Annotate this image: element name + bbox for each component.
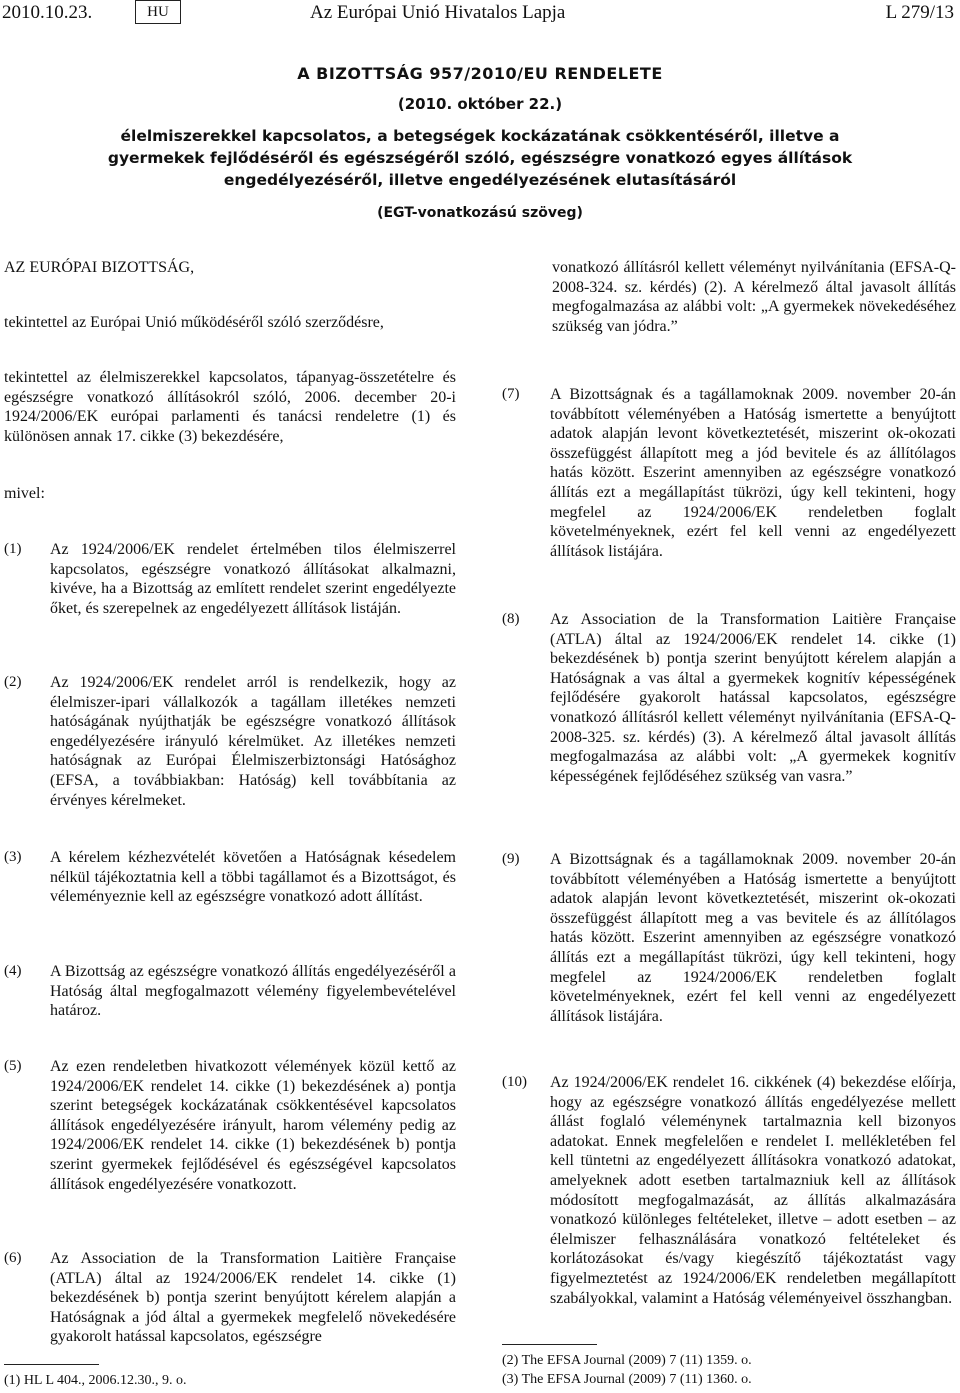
regulation-subject: élelmiszerekkel kapcsolatos, a betegségek kockázatának csökkentéséről, illetve a gyermekek fejlődéséről és egészségéről szóló, egészségre vonatkozó egyes állítások engedélyezéséről, illetve engedélyezésének elutasításáról <box>107 127 853 189</box>
recital-number: (2) <box>4 674 22 690</box>
recital-text: Az Association de la Transformation Laitière Française (ATLA) által az 1924/2006/EK rendelet 14. cikke (1) bekezdésének b) pontja szerint benyújtott kérelem alapján a Hatóságnak a vas által a gyermekek kognitív képességének fejlődésére gyakorolt hatással kapcsolatos, egészségre vonatkozó állításról kellett véleményt nyilvánítania (EFSA-Q-2008-325. sz. kérdés) (3). A kérelmező által javasolt állítás megfogalmazása az alábbi volt: „A gyermekek kognitív képességének fejlődéséhez szükség van vasra.” <box>550 611 956 785</box>
recital-2 <box>4 673 456 813</box>
footnote-1: (1) HL L 404., 2006.12.30., 9. o. <box>4 1373 187 1388</box>
recital-number: (8) <box>502 611 520 627</box>
continuation-text: vonatkozó állításról kellett véleményt nyilvánítania (EFSA-Q-2008-324. sz. kérdés) (2). A kérelmező által javasolt állítás megfogalmazása az alábbi volt: „A gyermekek növekedéséhez szükség van jódra.” <box>552 259 956 335</box>
recital-text: Az ezen rendeletben hivatkozott vélemények közül kettő az 1924/2006/EK rendelet 14. cikke (1) bekezdésének a) pontja szerint betegségek kockázatának csökkentésével kapcsolatos állítások engedélyezésére irányult, harom vélemény pedig az 1924/2006/EK rendelet 14. cikke (1) bekezdésének b) pontja szerint gyermekek fejlődésével és egészségével kapcsolatos állítások engedélyezésére vonatkozott. <box>50 1058 456 1193</box>
recital-1 <box>4 540 456 640</box>
regulation-citation: tekintettel az élelmiszerekkel kapcsolatos, tápanyag-összetételre és egészségre vonatkozó állításokról szóló, 2006. december 20-i 1924/2006/EK európai parlamenti és tanácsi rendeletre (1) és különösen annak 17. cikke (3) bekezdésére, <box>4 369 456 445</box>
recital-text: A Bizottság az egészségre vonatkozó állítás engedélyezéséről a Hatóság által megfogalmazott vélemény figyelembevételével határoz. <box>50 963 456 1020</box>
recital-text: A Bizottságnak és a tagállamoknak 2009. november 20-án továbbított véleményében a Hatóság ismertette a benyújtott adatok alapján levont következtetését, miszerint ok-okozati összefüggést állapított meg a jód bevitele és az állítólagos hatás között. Eszerint amennyiben az egészségre vonatkozó állítás ezt a megállapítást tükrözi, úgy kell tekinteni, hogy megfelel az 1924/2006/EK rendeletben foglalt követelményeknek, ezért fel kell venni az engedélyezett állítások listájára. <box>550 386 956 560</box>
recital-number: (7) <box>502 386 520 402</box>
recital-6 <box>4 1249 456 1349</box>
recital-5 <box>4 1057 456 1217</box>
footnote-2: (2) The EFSA Journal (2009) 7 (11) 1359. o. <box>502 1353 752 1368</box>
footnote-3: (3) The EFSA Journal (2009) 7 (11) 1360. o. <box>502 1372 752 1387</box>
recital-9 <box>502 850 956 1030</box>
recital-text: Az Association de la Transformation Laitière Française (ATLA) által az 1924/2006/EK rendelet 14. cikke (1) bekezdésének b) pontja szerint benyújtott kérelem alapján a Hatóságnak a jód által a gyermekek megfelelő növekedésére gyakorolt hatással kapcsolatos, egészségre <box>50 1250 456 1346</box>
recital-4 <box>4 962 456 1022</box>
recital-3 <box>4 848 456 928</box>
recital-text: Az 1924/2006/EK rendelet 16. cikkének (4) bekezdése előírja, hogy az egészségre vonatkozó állítás engedélyezése mellett állást foglaló véleménynek tartalmaznia kell bizonyos adatokat. Ennek megfelelően e rendelet I. mellékletében fel kell tüntetni az engedélyezett állításokra vonatkozó adatokat, amelyeknek adott esetben tartalmazniuk kell az állítások módosított megfogalmazását, az állítás alkalmazására vonatkozó különleges feltételeket, illetve – adott esetben – az élelmiszer felhasználására vonatkozó feltételeket és korlátozásokat és/vagy kiegészítő tájékoztatást vagy figyelmeztetést az 1924/2006/EK rendeletben megállapított szabályokkal, valamint a Hatóság véleményeivel összhangban. <box>550 1074 956 1307</box>
publication-date: 2010.10.23. <box>2 2 93 23</box>
footnote-rule-right <box>502 1344 597 1345</box>
treaty-citation: tekintettel az Európai Unió működéséről szóló szerződésre, <box>4 314 384 331</box>
footnote-rule-left <box>4 1364 99 1365</box>
recital-7 <box>502 385 956 565</box>
recital-number: (10) <box>502 1074 527 1090</box>
recital-number: (1) <box>4 541 22 557</box>
whereas-label: mivel: <box>4 485 45 502</box>
recital-10 <box>502 1073 956 1343</box>
regulation-date: (2010. október 22.) <box>397 95 563 113</box>
recital-number: (3) <box>4 849 22 865</box>
recital-text: Az 1924/2006/EK rendelet értelmében tilos élelmiszerrel kapcsolatos, egészségre vonatkozó állításokat alkalmazni, kivéve, ha a Bizottság az említett rendelet szerint engedélyezte őket, és szerepelnek az engedélyezett állítások listáján. <box>50 541 456 617</box>
recital-number: (4) <box>4 963 22 979</box>
page-number: L 279/13 <box>885 2 954 23</box>
eea-relevance: (EGT-vonatkozású szöveg) <box>377 205 583 221</box>
recital-text: A Bizottságnak és a tagállamoknak 2009. november 20-án továbbított véleményében a Hatóság ismertette a benyújtott adatok alapján levont következtetését, miszerint ok-okozati összefüggést állapított meg a vas bevitele és az állítólagos hatás között. Eszerint amennyiben az egészségre vonatkozó állítás ezt a megállapítást tükrözi, úgy kell tekinteni, hogy megfelel az 1924/2006/EK rendeletben foglalt követelményeknek, ezért fel kell venni az engedélyezett állítások listájára. <box>550 851 956 1025</box>
regulation-title: A BIZOTTSÁG 957/2010/EU RENDELETE <box>297 64 663 83</box>
recital-6-continuation <box>552 258 956 336</box>
journal-title: Az Európai Unió Hivatalos Lapja <box>310 2 566 23</box>
recital-number: (5) <box>4 1058 22 1074</box>
recital-number: (9) <box>502 851 520 867</box>
language-badge: HU <box>135 0 181 24</box>
recital-number: (6) <box>4 1250 22 1266</box>
recital-text: A kérelem kézhezvételét követően a Hatóságnak késedelem nélkül tájékoztatnia kell a többi tagállamot és a Bizottságot, és véleményeznie kell az egészségre vonatkozó adott állítást. <box>50 849 456 906</box>
document-title <box>90 64 870 191</box>
recital-text: Az 1924/2006/EK rendelet arról is rendelkezik, hogy az élelmiszer-ipari vállalkozók a tagállam illetékes nemzeti hatóságának nyújthatják be egészségre vonatkozó állítások engedélyezésére irányuló kérelmüket. Az illetékes nemzeti hatóságnak az Európai Élelmiszerbiztonsági Hatósághoz (EFSA, a továbbiakban: Hatóság) kell továbbítania az érvényes kérelmeket. <box>50 674 456 809</box>
commission-heading: AZ EURÓPAI BIZOTTSÁG, <box>4 259 195 276</box>
recital-8 <box>502 610 956 810</box>
